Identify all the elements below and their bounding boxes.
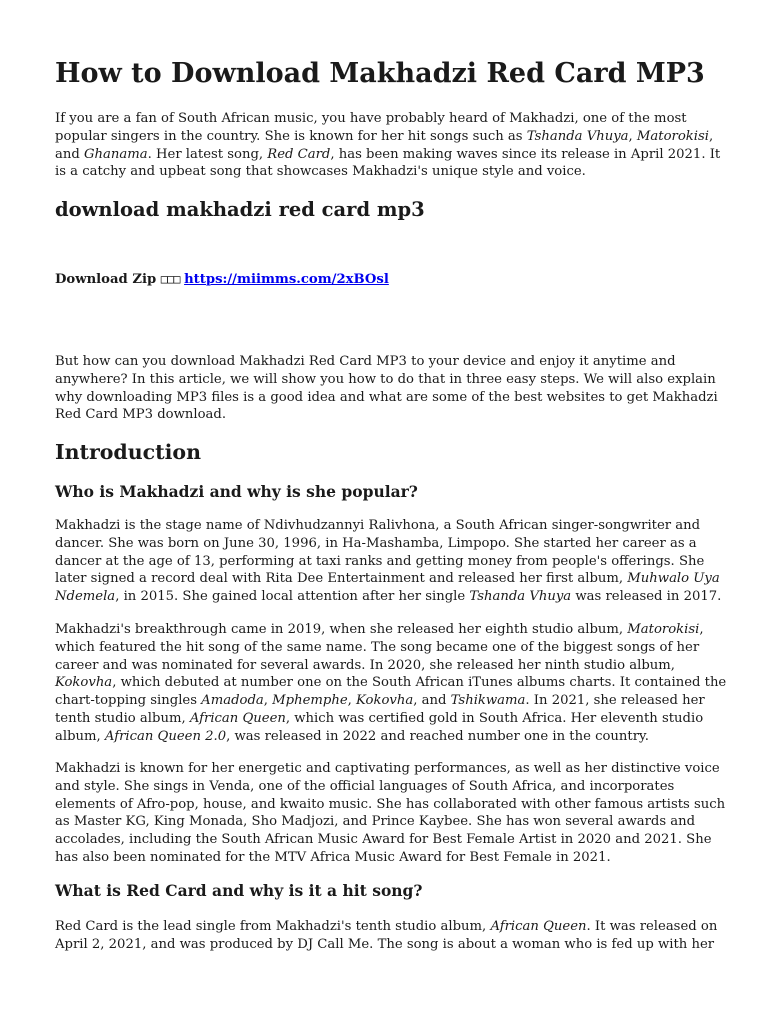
text-line [55,588,722,606]
who-heading-block [55,481,715,503]
text-line [55,936,715,954]
red-card-heading-block [55,880,715,902]
text-run: . In 2021, she released her [525,693,705,709]
text-line [55,570,720,588]
subtitle: download makhadzi red card mp3 [55,198,425,221]
italic-title: Matorokisi [627,622,700,637]
text-run: as Master KG, King Monada, Sho Madjozi, and Prince Kaybee. She has won several awards and [55,814,696,830]
download-arrow-glyphs: □□□ [160,272,180,286]
text-run: Makhadzi is the stage name of Ndivhudzannyi Ralivhona, a South African singer-songwriter and [55,518,701,533]
introduction-heading-block [55,438,715,466]
text-line [55,728,715,746]
red-card-paragraph [55,918,718,954]
text-run: . Her latest song, [147,146,268,162]
text-line [55,353,715,371]
text-run: , which was certified gold in South Africa. Her eleventh studio [285,710,704,726]
italic-title: Red Card [267,146,331,162]
text-run: later signed a record deal with Rita Dee Entertainment and released her first album, [55,571,628,587]
who-paragraph-3 [55,760,726,867]
text-run: has also been nominated for the MTV Africa Music Award for Best Female in 2021. [55,849,611,865]
text-run: If you are a fan of South African music, you have probably heard of Makhadzi, one of the most [55,111,687,126]
text-line [55,796,726,814]
subtitle-block [55,197,715,223]
text-run: anywhere? In this article, we will show you how to do that in three easy steps. We will also explain [55,371,716,387]
italic-title: Matorokisi [636,128,709,144]
italic-title: Ndemela [55,589,116,605]
text-line [55,406,715,424]
paragraph-text [55,353,718,424]
text-run: which featured the hit song of the same name. The song became one of the biggest songs of her [55,639,700,655]
text-run: . It was released on [586,919,718,934]
text-line [55,110,715,128]
text-run: dancer at the age of 13, performing at taxi ranks and getting money from people's offerings. She [55,553,705,569]
text-run: dancer. She was born on June 30, 1996, in Ha-Mashamba, Limpopo. She started her career as a [55,535,697,551]
text-line [55,535,715,553]
text-run: was released in 2017. [571,589,722,605]
italic-title: African Queen 2.0 [104,728,227,744]
text-line [55,710,715,728]
text-line [55,163,715,181]
italic-title: Kokovha [55,675,113,691]
text-run: tenth studio album, [55,710,190,726]
text-line [55,813,715,831]
text-run: and [55,146,84,162]
italic-title: Ghanama [84,146,148,162]
red-card-heading: What is Red Card and why is it a hit song? [55,881,423,900]
text-run: , in 2015. She gained local attention after her single [115,589,470,605]
text-line [55,128,715,146]
text-run: , [263,693,273,709]
italic-title: Amadoda [201,693,264,709]
text-run: is a catchy and upbeat song that showcases Makhadzi's unique style and voice. [55,164,586,180]
page-title: How to Download Makhadzi Red Card MP3 [55,58,705,89]
text-run: album, [55,728,105,744]
text-run: elements of Afro-pop, house, and kwaito music. She has collaborated with other famous artists such [55,796,726,812]
text-run: , and [413,693,451,709]
intro-paragraph [55,110,721,181]
text-line [55,146,721,164]
text-run: , [699,622,704,637]
text-line [55,621,715,639]
text-run: But how can you download Makhadzi Red Card MP3 to your device and enjoy it anytime and [55,354,676,369]
who-paragraph-1 [55,517,722,606]
text-line [55,639,715,657]
text-run: , [628,128,637,144]
text-line [55,371,715,389]
text-line [55,918,718,936]
text-run: Makhadzi is known for her energetic and captivating performances, as well as her distinctive voice [55,761,720,776]
text-run: April 2, 2021, and was produced by DJ Call Me. The song is about a woman who is fed up with her [55,936,715,952]
text-run: Red Card MP3 download. [55,407,227,423]
download-line [55,270,715,289]
paragraph-text [55,918,718,954]
text-run: , was released in 2022 and reached number one in the country. [226,728,649,744]
who-paragraph-2 [55,621,727,746]
text-line [55,760,720,778]
text-run: Makhadzi's breakthrough came in 2019, when she released her eighth studio album, [55,622,628,637]
italic-title: African Queen [490,919,587,934]
how-to-paragraph [55,353,718,424]
text-line [55,674,727,692]
text-line [55,692,715,710]
text-line [55,778,715,796]
paragraph-text [55,110,721,181]
italic-title: Kokovha [356,693,414,709]
text-run: and style. She sings in Venda, one of the official languages of South Africa, and incorporates [55,778,675,794]
text-line [55,517,715,535]
introduction-heading: Introduction [55,440,201,464]
italic-title: Tshanda Vhuya [469,589,572,605]
text-run: career and was nominated for several awards. In 2020, she released her ninth studio album, [55,657,675,673]
text-run: , [347,693,357,709]
text-run: , has been making waves since its release in April 2021. It [330,146,721,162]
italic-title: Tshikwama [450,693,526,709]
italic-title: Mphemphe [272,693,348,709]
text-run: Red Card is the lead single from Makhadzi's tenth studio album, [55,919,491,934]
text-run: , [708,128,714,144]
text-run: chart-topping singles [55,693,202,709]
text-line [55,831,715,849]
italic-title: Muhwalo Uya [627,571,720,587]
text-line [55,389,718,407]
paragraph-text [55,760,726,867]
text-run: accolades, including the South African Music Award for Best Female Artist in 2020 and 2021. She [55,832,712,848]
text-run: , which debuted at number one on the South African iTunes albums charts. It contained the [112,675,727,691]
text-line [55,849,715,867]
text-run: popular singers in the country. She is known for her hit songs such as [55,128,527,144]
download-label: Download Zip [55,272,157,287]
text-run: why downloading MP3 files is a good idea and what are some of the best websites to get Makhadzi [55,389,718,405]
italic-title: African Queen [189,710,286,726]
download-link[interactable]: https://miimms.com/2xBOsl [184,272,389,287]
italic-title: Tshanda Vhuya [526,128,629,144]
text-line [55,553,715,571]
paragraph-text [55,621,727,746]
text-line [55,657,715,675]
who-heading: Who is Makhadzi and why is she popular? [55,482,418,501]
paragraph-text [55,517,722,606]
